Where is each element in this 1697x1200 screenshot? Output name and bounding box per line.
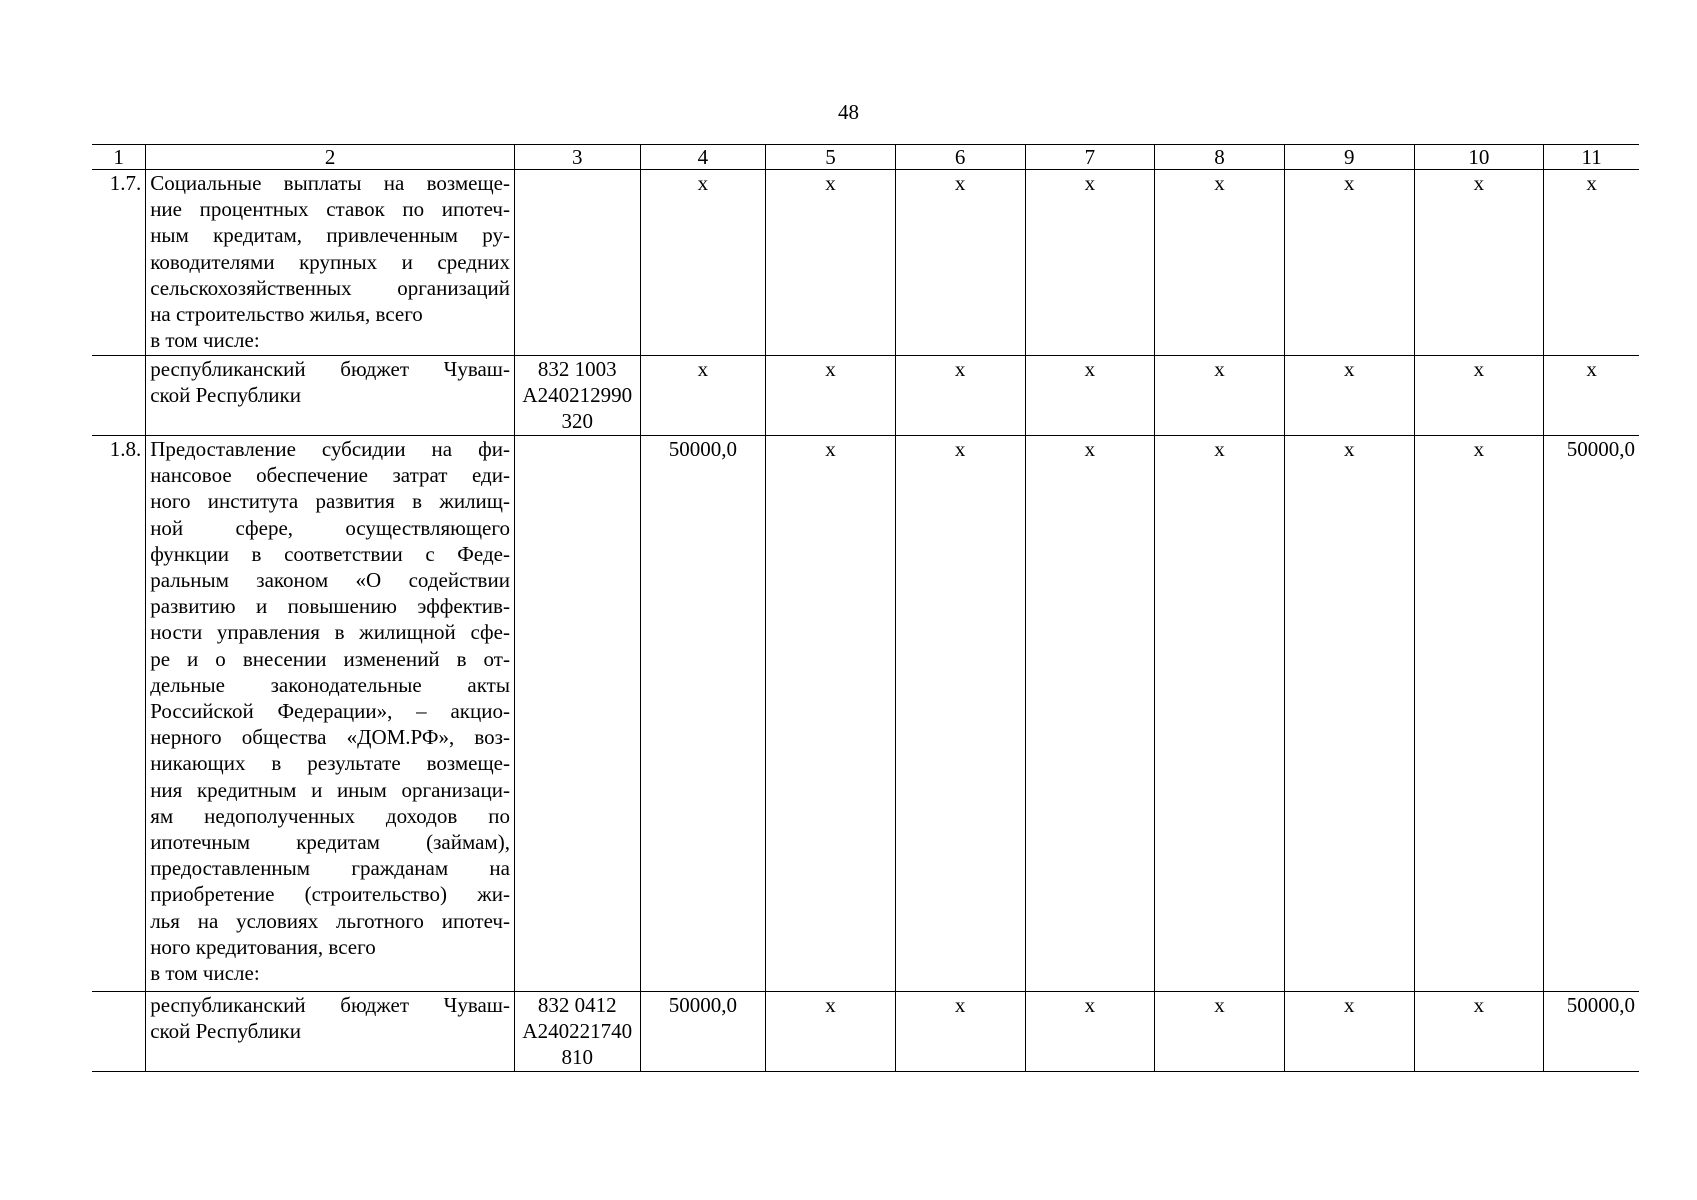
row-name-line: ской Республики — [150, 383, 301, 408]
budget-code-line: 832 1003 — [537, 357, 617, 381]
value-cell: x — [1155, 356, 1285, 436]
row-name-line: сельскохозяйственных организаций — [150, 275, 510, 300]
value-cell: x — [895, 356, 1025, 436]
row-name-line: нансовое обеспечение затрат еди- — [150, 463, 510, 488]
column-header: 7 — [1025, 145, 1155, 170]
value-cell: x — [1414, 356, 1544, 436]
column-header: 1 — [92, 145, 146, 170]
budget-code-line: А240212990 — [522, 383, 633, 408]
budget-code — [514, 992, 640, 1072]
table-row — [92, 170, 1639, 356]
row-name-line: ным кредитам, привлеченным ру- — [150, 223, 510, 248]
value-cell: x — [1544, 170, 1639, 356]
value-cell: x — [1155, 170, 1285, 356]
row-name — [146, 992, 515, 1072]
column-header: 4 — [640, 145, 766, 170]
table-row — [92, 436, 1639, 992]
page-number: 48 — [838, 100, 859, 124]
value-cell: x — [766, 992, 896, 1072]
table-row — [92, 992, 1639, 1072]
row-name-line: республиканский бюджет Чуваш- — [150, 357, 510, 381]
row-name-line: предоставленным гражданам на — [150, 856, 510, 881]
row-name-line: ния кредитным и иным организаци- — [150, 777, 510, 802]
value-cell: x — [1155, 436, 1285, 992]
value-cell: x — [1284, 170, 1414, 356]
column-header: 8 — [1155, 145, 1285, 170]
column-header: 3 — [514, 145, 640, 170]
column-header: 11 — [1544, 145, 1639, 170]
value-cell: 50000,0 — [1544, 436, 1639, 992]
row-name-line: функции в соответствии с Феде- — [150, 541, 510, 566]
column-header: 9 — [1284, 145, 1414, 170]
column-header: 10 — [1414, 145, 1544, 170]
row-name-line: ние процентных ставок по ипотеч- — [150, 197, 510, 222]
row-name-line: Российской Федерации», – акцио- — [150, 699, 510, 724]
budget-table — [92, 144, 1639, 1072]
row-name-line: ного кредитования, всего — [150, 934, 376, 959]
value-cell: x — [1414, 992, 1544, 1072]
budget-code-line: 810 — [561, 1045, 593, 1070]
table-row — [92, 356, 1639, 436]
value-cell: x — [1025, 436, 1155, 992]
value-cell: x — [1284, 436, 1414, 992]
budget-code-line: А240221740 — [522, 1019, 633, 1044]
row-name-line: никающих в результате возмеще- — [150, 751, 510, 776]
row-name-line: дельные законодательные акты — [150, 672, 510, 697]
budget-code — [514, 170, 640, 356]
table-header-row — [92, 145, 1639, 170]
value-cell: x — [640, 356, 766, 436]
row-name-line: ре и о внесении изменений в от- — [150, 646, 510, 671]
row-number: 1.8. — [92, 436, 146, 992]
budget-code — [514, 436, 640, 992]
row-number — [92, 356, 146, 436]
column-header: 2 — [146, 145, 515, 170]
row-name-line: нерного общества «ДОМ.РФ», воз- — [150, 725, 510, 750]
budget-code-line: 320 — [561, 409, 593, 434]
value-cell: x — [1155, 992, 1285, 1072]
value-cell: x — [766, 436, 896, 992]
value-cell: x — [1025, 992, 1155, 1072]
value-cell: x — [1025, 170, 1155, 356]
row-name-line: на строительство жилья, всего — [150, 302, 423, 327]
row-name-line: республиканский бюджет Чуваш- — [150, 993, 510, 1017]
value-cell: x — [766, 356, 896, 436]
row-name-line: ипотечным кредитам (займам), — [150, 830, 510, 855]
column-header: 5 — [766, 145, 896, 170]
value-cell: x — [1414, 170, 1544, 356]
row-number: 1.7. — [92, 170, 146, 356]
row-name-line: ям недополученных доходов по — [150, 803, 510, 828]
value-cell: x — [1025, 356, 1155, 436]
row-name-line: ного института развития в жилищ- — [150, 489, 510, 514]
row-name-line: в том числе: — [150, 328, 260, 353]
row-name-line: ности управления в жилищной сфе- — [150, 620, 510, 645]
value-cell: 50000,0 — [640, 436, 766, 992]
value-cell: x — [640, 170, 766, 356]
row-name-line: Предоставление субсидии на фи- — [150, 437, 510, 461]
row-name-line: ной сфере, осуществляющего — [150, 515, 510, 540]
row-name — [146, 170, 515, 356]
row-name — [146, 356, 515, 436]
row-name-line: ральным законом «О содействии — [150, 568, 510, 593]
row-name-line: приобретение (строительство) жи- — [150, 882, 510, 907]
value-cell: x — [1414, 436, 1544, 992]
row-number — [92, 992, 146, 1072]
value-cell: 50000,0 — [640, 992, 766, 1072]
row-name-line: ководителями крупных и средних — [150, 249, 510, 274]
row-name-line: развитию и повышению эффектив- — [150, 594, 510, 619]
row-name — [146, 436, 515, 992]
value-cell: x — [895, 992, 1025, 1072]
column-header: 6 — [895, 145, 1025, 170]
value-cell: x — [895, 170, 1025, 356]
value-cell: x — [766, 170, 896, 356]
row-name-line: в том числе: — [150, 961, 260, 986]
value-cell: x — [895, 436, 1025, 992]
value-cell: x — [1544, 356, 1639, 436]
budget-code — [514, 356, 640, 436]
value-cell: x — [1284, 356, 1414, 436]
value-cell: 50000,0 — [1544, 992, 1639, 1072]
budget-code-line: 832 0412 — [537, 993, 617, 1017]
value-cell: x — [1284, 992, 1414, 1072]
row-name-line: Социальные выплаты на возмеще- — [150, 171, 510, 195]
row-name-line: ской Республики — [150, 1019, 301, 1044]
row-name-line: лья на условиях льготного ипотеч- — [150, 908, 510, 933]
